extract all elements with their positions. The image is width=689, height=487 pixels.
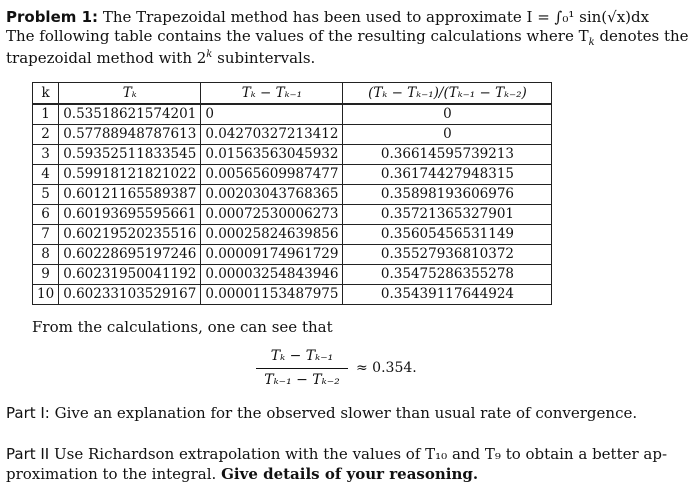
header-ratio: (Tₖ − Tₖ₋₁)/(Tₖ₋₁ − Tₖ₋₂) bbox=[343, 83, 552, 105]
intro-line-3-end: subintervals. bbox=[212, 49, 316, 67]
part2-line-1 bbox=[6, 445, 667, 463]
cell-tk: 0.60193695595661 bbox=[59, 205, 201, 225]
cell-ratio: 0.35527936810372 bbox=[343, 245, 552, 265]
cell-k: 1 bbox=[33, 104, 59, 125]
part1-label: Part I: bbox=[6, 404, 50, 422]
cell-diff: 0.00001153487975 bbox=[201, 285, 343, 305]
cell-ratio: 0.36174427948315 bbox=[343, 165, 552, 185]
cell-ratio: 0.35605456531149 bbox=[343, 225, 552, 245]
intro-line-3-sup: k bbox=[206, 49, 213, 60]
part2-emphasis: Give details of your reasoning. bbox=[221, 465, 479, 483]
table-row bbox=[33, 104, 552, 125]
part1-text: Give an explanation for the observed slower than usual rate of convergence. bbox=[49, 404, 638, 422]
cell-diff: 0.00025824639856 bbox=[201, 225, 343, 245]
cell-ratio: 0 bbox=[343, 125, 552, 145]
cell-diff: 0.00009174961729 bbox=[201, 245, 343, 265]
cell-ratio: 0.36614595739213 bbox=[343, 145, 552, 165]
part2-line-2 bbox=[6, 465, 478, 483]
observation-text: From the calculations, one can see that bbox=[32, 318, 333, 336]
trapezoidal-results-table bbox=[32, 82, 552, 305]
fraction-numerator: Tₖ − Tₖ₋₁ bbox=[270, 348, 334, 364]
cell-diff: 0.00003254843946 bbox=[201, 265, 343, 285]
cell-k: 9 bbox=[33, 265, 59, 285]
cell-ratio: 0 bbox=[343, 104, 552, 125]
table-row bbox=[33, 145, 552, 165]
cell-k: 3 bbox=[33, 145, 59, 165]
cell-tk: 0.60233103529167 bbox=[59, 285, 201, 305]
cell-tk: 0.59352511833545 bbox=[59, 145, 201, 165]
fraction-approx-value: ≈ 0.354. bbox=[356, 360, 417, 376]
cell-k: 10 bbox=[33, 285, 59, 305]
intro-line-2-text: The following table contains the values of the resulting calculations where T bbox=[6, 27, 589, 45]
cell-diff: 0.00203043768365 bbox=[201, 185, 343, 205]
part1 bbox=[6, 404, 637, 422]
cell-k: 4 bbox=[33, 165, 59, 185]
table-row bbox=[33, 225, 552, 245]
table-row bbox=[33, 285, 552, 305]
table-row bbox=[33, 125, 552, 145]
cell-k: 6 bbox=[33, 205, 59, 225]
problem-label: Problem 1: bbox=[6, 8, 99, 26]
cell-k: 2 bbox=[33, 125, 59, 145]
intro-line-2-end: denotes the bbox=[594, 27, 689, 45]
table-row bbox=[33, 245, 552, 265]
fraction-bar bbox=[256, 368, 348, 369]
intro-line-1 bbox=[6, 8, 649, 26]
cell-k: 7 bbox=[33, 225, 59, 245]
cell-diff: 0 bbox=[201, 104, 343, 125]
cell-tk: 0.60219520235516 bbox=[59, 225, 201, 245]
cell-tk: 0.53518621574201 bbox=[59, 104, 201, 125]
intro-line-3-text: trapezoidal method with 2 bbox=[6, 49, 207, 67]
intro-line-3 bbox=[6, 46, 315, 67]
cell-diff: 0.00072530006273 bbox=[201, 205, 343, 225]
header-k: k bbox=[33, 83, 59, 105]
cell-tk: 0.59918121821022 bbox=[59, 165, 201, 185]
fraction-denominator: Tₖ₋₁ − Tₖ₋₂ bbox=[264, 372, 340, 388]
cell-tk: 0.57788948787613 bbox=[59, 125, 201, 145]
table-header-row bbox=[33, 83, 552, 105]
table-row bbox=[33, 165, 552, 185]
part2-text-line-2: proximation to the integral. bbox=[6, 465, 222, 483]
table-row bbox=[33, 185, 552, 205]
cell-ratio: 0.35475286355278 bbox=[343, 265, 552, 285]
cell-tk: 0.60228695197246 bbox=[59, 245, 201, 265]
cell-ratio: 0.35721365327901 bbox=[343, 205, 552, 225]
cell-diff: 0.04270327213412 bbox=[201, 125, 343, 145]
cell-k: 5 bbox=[33, 185, 59, 205]
cell-diff: 0.00565609987477 bbox=[201, 165, 343, 185]
table-row bbox=[33, 205, 552, 225]
cell-tk: 0.60231950041192 bbox=[59, 265, 201, 285]
part2-label: Part II bbox=[6, 445, 50, 463]
cell-ratio: 0.35439117644924 bbox=[343, 285, 552, 305]
header-diff: Tₖ − Tₖ₋₁ bbox=[201, 83, 343, 105]
cell-diff: 0.01563563045932 bbox=[201, 145, 343, 165]
cell-ratio: 0.35898193606976 bbox=[343, 185, 552, 205]
table-row bbox=[33, 265, 552, 285]
cell-k: 8 bbox=[33, 245, 59, 265]
part2-text-line-1: Use Richardson extrapolation with the values of T₁₀ and T₉ to obtain a better ap- bbox=[49, 445, 668, 463]
table-body bbox=[33, 104, 552, 305]
header-tk: Tₖ bbox=[59, 83, 201, 105]
cell-tk: 0.60121165589387 bbox=[59, 185, 201, 205]
intro-line-2-sub: k bbox=[588, 37, 595, 48]
problem-statement: The Trapezoidal method has been used to approximate I = ∫₀¹ sin(√x)dx bbox=[102, 8, 650, 26]
